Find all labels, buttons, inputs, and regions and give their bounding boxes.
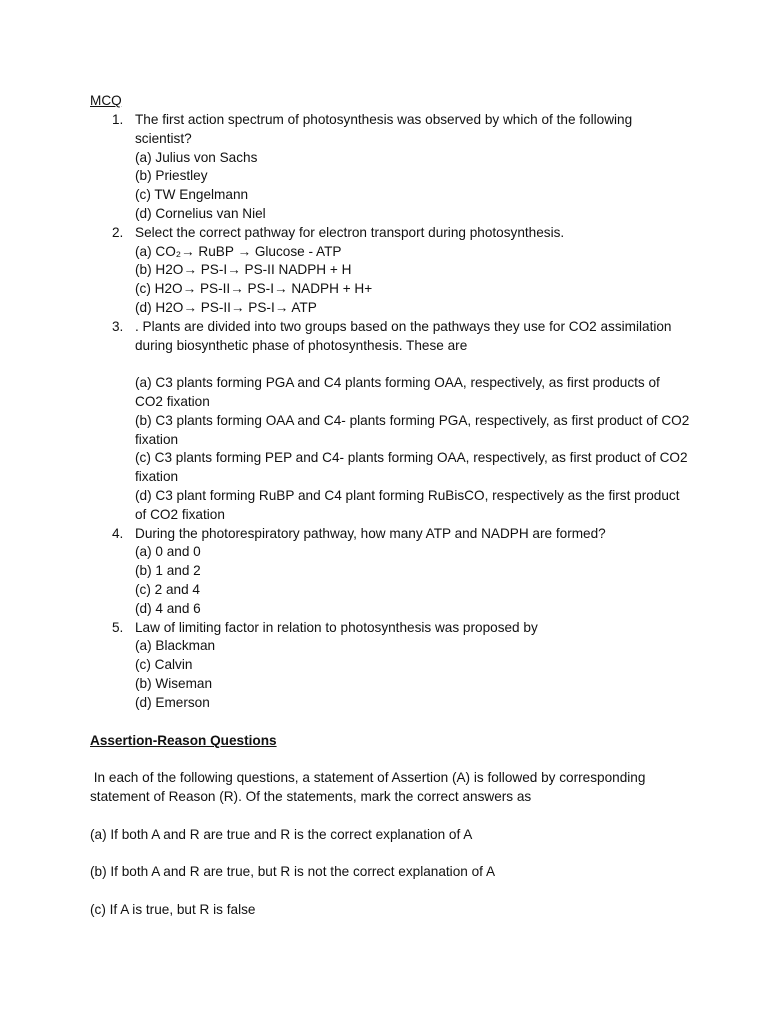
answer-option: (b) C3 plants forming OAA and C4- plants forming PGA, respectively, as first product of CO2 fixation xyxy=(135,412,690,447)
answer-option: (d) C3 plant forming RuBP and C4 plant forming RuBisCO, respectively as the first product of CO2 fixation xyxy=(135,487,680,522)
question-number: 1. xyxy=(112,112,124,127)
assertion-reason-intro: In each of the following questions, a statement of Assertion (A) is followed by corresponding statement of Reason (R). Of the statements, mark the correct answers as xyxy=(90,770,650,804)
answer-option: (a) 0 and 0 xyxy=(135,544,201,560)
answer-option: (b) Wiseman xyxy=(135,675,213,691)
answer-option: (c) C3 plants forming PEP and C4- plants forming OAA, respectively, as first product of CO2 fixation xyxy=(135,450,688,485)
answer-option: (d) H2O→ PS-II→ PS-I→ ATP xyxy=(135,299,317,315)
question-item xyxy=(90,318,690,525)
question-text: The first action spectrum of photosynthesis was observed by which of the following scientist? xyxy=(135,112,633,146)
answer-option: (d) 4 and 6 xyxy=(135,600,201,616)
assertion-reason-heading: Assertion-Reason Questions xyxy=(90,733,277,748)
answer-option: (a) CO₂→ RuBP → Glucose - ATP xyxy=(135,243,342,259)
answer-option: (b) H2O→ PS-I→ PS-II NADPH + H xyxy=(135,262,352,278)
answer-option: (d) Emerson xyxy=(135,694,210,710)
assertion-reason-choice: (c) If A is true, but R is false xyxy=(90,902,256,917)
question-text: During the photorespiratory pathway, how many ATP and NADPH are formed? xyxy=(135,525,606,541)
answer-option: (a) C3 plants forming PGA and C4 plants forming OAA, respectively, as first products of CO2 fixation xyxy=(135,375,660,409)
answer-option: (c) H2O→ PS-II→ PS-I→ NADPH + H+ xyxy=(135,281,373,297)
question-number: 3. xyxy=(112,318,124,334)
answer-option: (c) 2 and 4 xyxy=(135,581,200,597)
mcq-heading: MCQ xyxy=(90,93,122,108)
answer-option: (b) Priestley xyxy=(135,168,208,184)
question-number: 2. xyxy=(112,224,124,240)
answer-option: (d) Cornelius van Niel xyxy=(135,205,266,221)
answer-option: (a) Blackman xyxy=(135,638,216,654)
answer-option: (a) Julius von Sachs xyxy=(135,149,258,165)
answer-option: (c) TW Engelmann xyxy=(135,187,249,203)
question-text: Law of limiting factor in relation to photosynthesis was proposed by xyxy=(135,619,538,635)
assertion-reason-choice: (b) If both A and R are true, but R is not the correct explanation of A xyxy=(90,864,496,879)
answer-option: (c) Calvin xyxy=(135,657,193,673)
blank-line xyxy=(135,355,690,374)
question-item xyxy=(90,111,690,224)
question-item xyxy=(90,525,690,619)
question-item xyxy=(90,224,690,318)
question-number: 5. xyxy=(112,619,124,635)
question-list xyxy=(90,111,690,713)
answer-option: (b) 1 and 2 xyxy=(135,563,201,579)
question-text: . Plants are divided into two groups based on the pathways they use for CO2 assimilation during biosynthetic phase of photosynthesis. These are xyxy=(135,318,672,353)
question-number: 4. xyxy=(112,525,124,541)
question-item xyxy=(90,619,690,713)
assertion-reason-choice: (a) If both A and R are true and R is the correct explanation of A xyxy=(90,827,473,842)
question-text: Select the correct pathway for electron transport during photosynthesis. xyxy=(135,224,565,240)
